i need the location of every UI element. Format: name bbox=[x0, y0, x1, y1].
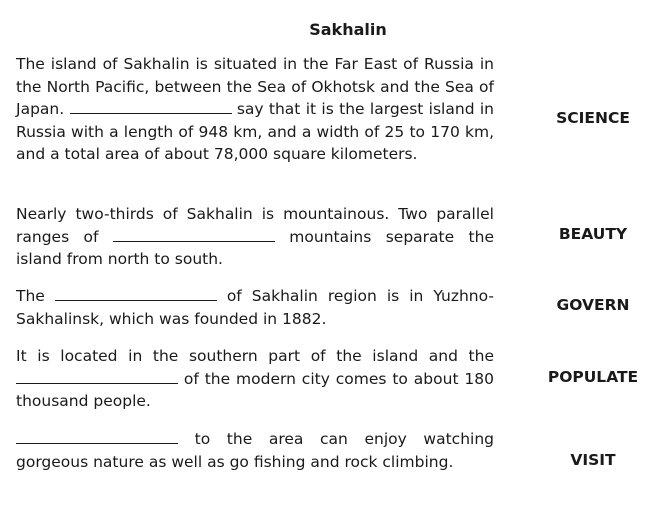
paragraph-2: Nearly two-thirds of Sakhalin is mountainous. Two parallel ranges of mountains separate the island from north to south. bbox=[16, 205, 494, 268]
page-title: Sakhalin bbox=[309, 20, 387, 39]
cue-word-5: VISIT bbox=[570, 451, 616, 469]
answer-blank-4[interactable] bbox=[16, 369, 178, 384]
answer-blank-5[interactable] bbox=[16, 429, 178, 444]
paragraph-3: The of Sakhalin region is in Yuzhno-Sakhalinsk, which was founded in 1882. bbox=[16, 287, 494, 328]
answer-blank-1[interactable] bbox=[70, 99, 232, 114]
answer-blank-3[interactable] bbox=[55, 286, 217, 301]
cue-word-1: SCIENCE bbox=[556, 109, 630, 127]
paragraph-4: It is located in the southern part of the island and the of the modern city comes to about 180 thousand people. bbox=[16, 347, 494, 410]
cue-word-3: GOVERN bbox=[556, 296, 630, 314]
answer-blank-2[interactable] bbox=[113, 227, 275, 242]
cue-word-2: BEAUTY bbox=[558, 225, 628, 243]
paragraph-5: to the area can enjoy watching gorgeous nature as well as go fishing and rock climbing. bbox=[16, 430, 494, 471]
cue-word-4: POPULATE bbox=[547, 368, 639, 386]
paragraph-1: The island of Sakhalin is situated in the Far East of Russia in the North Pacific, between the Sea of Okhotsk and the Sea of Japan. say that it is the largest island in Russia with a length of 948 km, and a width of 25 to 170 km, and a total area of about 78,000 square kilometers. bbox=[16, 55, 494, 163]
